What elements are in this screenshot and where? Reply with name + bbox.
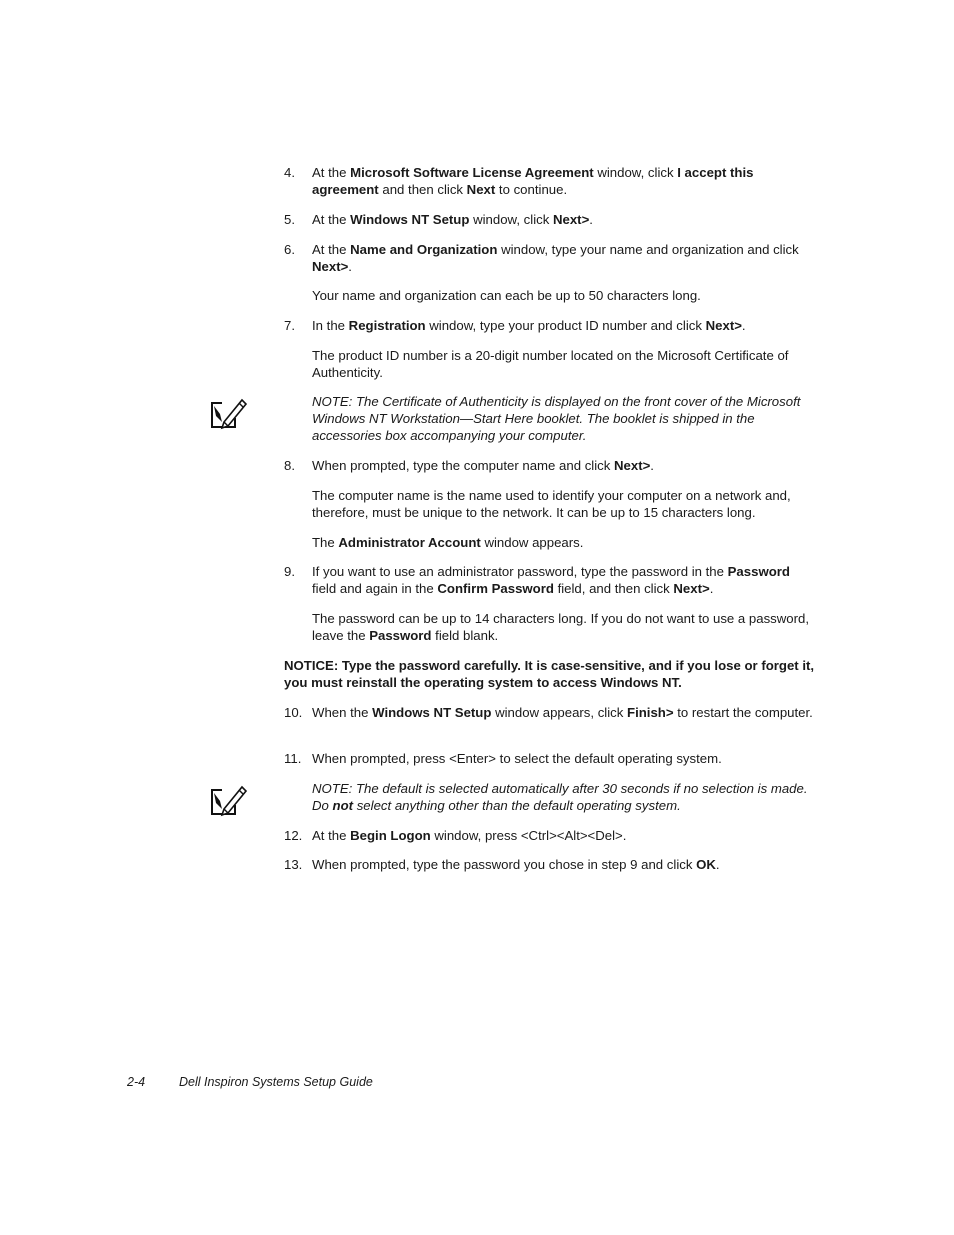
step-text: When prompted, press <Enter> to select the default operating system. [312, 751, 722, 766]
footer-page-number: 2-4 [127, 1075, 146, 1089]
step-number: 4. [284, 165, 295, 180]
note-pencil-icon [208, 783, 248, 819]
step-number: 9. [284, 564, 295, 579]
step-text: When the Windows NT Setup window appears, click Finish> to restart the computer. [312, 705, 813, 720]
notice-password: NOTICE: Type the password carefully. It is case-sensitive, and if you lose or forget it, you must reinstall the operating system to access Windows NT. [284, 658, 815, 690]
step-7-detail: The product ID number is a 20-digit number located on the Microsoft Certificate of Authenticity. [312, 348, 789, 380]
step-8-admin-note: The Administrator Account window appears. [312, 535, 584, 550]
step-number: 5. [284, 212, 295, 227]
step-number: 11. [284, 751, 302, 766]
step-6-detail: Your name and organization can each be up to 50 characters long. [312, 288, 701, 303]
step-text: At the Begin Logon window, press <Ctrl><Alt><Del>. [312, 828, 627, 843]
step-8-detail: The computer name is the name used to identify your computer on a network and, therefore, must be unique to the network. It can be up to 15 characters long. [312, 488, 791, 520]
note-default-os: NOTE: The default is selected automatically after 30 seconds if no selection is made. Do not select anything other than the default operating system. [312, 781, 808, 813]
note-certificate: NOTE: The Certificate of Authenticity is displayed on the front cover of the Microsoft Windows NT Workstation—Start Here booklet. The booklet is shipped in the accessories box accompanying your computer. [312, 394, 801, 443]
step-number: 8. [284, 458, 295, 473]
step-number: 12. [284, 828, 303, 843]
step-text: If you want to use an administrator password, type the password in the Password field and again in the Confirm Password field, and then click Next>. [312, 564, 790, 596]
step-number: 13. [284, 857, 303, 872]
step-text: In the Registration window, type your product ID number and click Next>. [312, 318, 746, 333]
note-pencil-icon [208, 396, 248, 432]
step-number: 6. [284, 242, 295, 257]
step-text: When prompted, type the password you chose in step 9 and click OK. [312, 857, 720, 872]
step-text: At the Windows NT Setup window, click Next>. [312, 212, 593, 227]
footer-title: Dell Inspiron Systems Setup Guide [179, 1075, 373, 1089]
step-text: At the Name and Organization window, type your name and organization and click Next>. [312, 242, 799, 274]
step-text: At the Microsoft Software License Agreement window, click I accept this agreement and then click Next to continue. [312, 165, 754, 197]
step-number: 10. [284, 705, 303, 720]
step-9-detail: The password can be up to 14 characters long. If you do not want to use a password, leave the Password field blank. [312, 611, 810, 643]
step-number: 7. [284, 318, 295, 333]
step-text: When prompted, type the computer name and click Next>. [312, 458, 654, 473]
